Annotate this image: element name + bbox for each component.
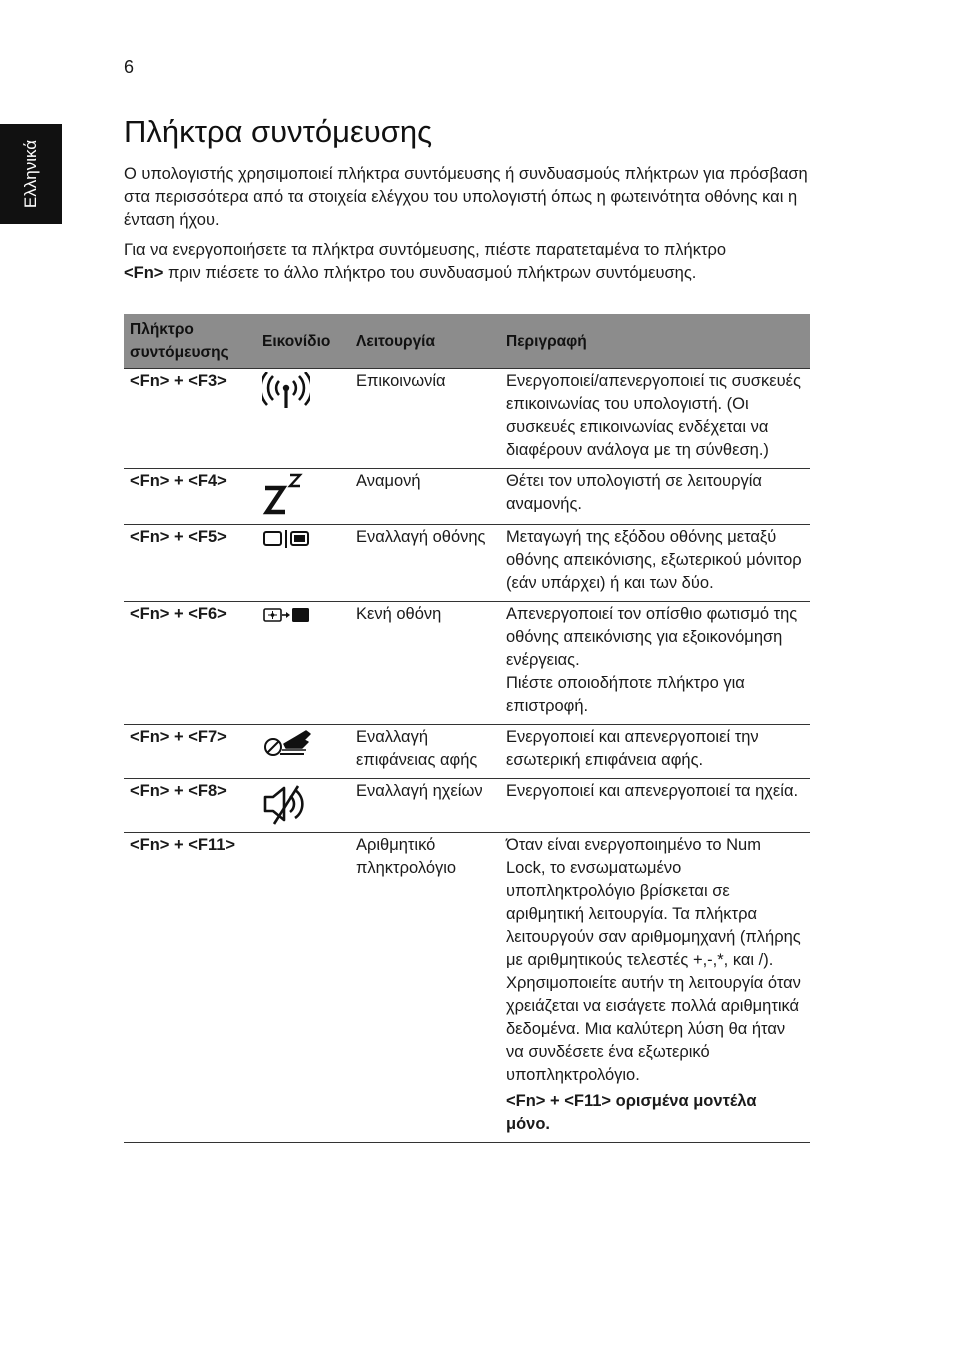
language-side-tab: [0, 124, 62, 224]
function-cell: Κενή οθόνη: [350, 602, 500, 725]
description-cell: Μεταγωγή της εξόδου οθόνης μεταξύ οθόνης απεικόνισης, εξωτερικού μόνιτορ (εάν υπάρχει) ή και των δύο.: [500, 525, 810, 602]
intro-paragraph-2: [124, 239, 814, 285]
description-cell: Θέτει τον υπολογιστή σε λειτουργία αναμονής.: [500, 469, 810, 525]
function-cell: Επικοινωνία: [350, 369, 500, 469]
wireless-communication-icon: [262, 372, 310, 412]
description-line: Απενεργοποιεί τον οπίσθιο φωτισμό της οθόνης απεικόνισης για εξοικονόμηση ενέργειας.: [506, 605, 798, 669]
table-row: [124, 725, 810, 779]
table-row: [124, 469, 810, 525]
header-description: Περιγραφή: [500, 314, 810, 369]
function-cell: Εναλλαγή ηχείων: [350, 779, 500, 833]
intro-paragraph-1: Ο υπολογιστής χρησιμοποιεί πλήκτρα συντόμευσης ή συνδυασμούς πλήκτρων για πρόσβαση στα περισσότερα από τα στοιχεία ελέγχου του υπολογιστή όπως η φωτεινότητα οθόνης και η ένταση ήχου.: [124, 165, 808, 229]
description-cell: Ενεργοποιεί και απενεργοποιεί την εσωτερική επιφάνεια αφής.: [500, 725, 810, 779]
hotkey-cell: <Fn> + <F6>: [124, 602, 256, 725]
icon-cell: [256, 525, 350, 602]
icon-cell: [256, 602, 350, 725]
hotkey-table: [124, 314, 810, 1143]
table-row: [124, 779, 810, 833]
icon-cell: [256, 369, 350, 469]
icon-cell: [256, 833, 350, 1143]
intro-paragraph-2-text: Για να ενεργοποιήσετε τα πλήκτρα συντόμευσης, πιέστε παρατεταμένα το πλήκτρο: [124, 241, 727, 259]
hotkey-cell: <Fn> + <F11>: [124, 833, 256, 1143]
function-cell: Αριθμητικό πληκτρολόγιο: [350, 833, 500, 1143]
intro-fn-key: <Fn>: [124, 264, 164, 282]
display-toggle-icon: [262, 528, 312, 550]
speaker-toggle-icon: [262, 782, 312, 826]
description-cell: Ενεργοποιεί/απενεργοποιεί τις συσκευές επικοινωνίας του υπολογιστή. (Οι συσκευές επικοινωνίας ενδέχεται να διαφέρουν ανάλογα με τη σύνθεση.): [500, 369, 810, 469]
table-row: [124, 525, 810, 602]
intro-text: [124, 163, 814, 292]
hotkey-cell: <Fn> + <F3>: [124, 369, 256, 469]
icon-cell: [256, 725, 350, 779]
page-title: Πλήκτρα συντόμευσης: [124, 114, 433, 149]
header-key: Πλήκτρο συντόμευσης: [124, 314, 256, 369]
header-icon: Εικονίδιο: [256, 314, 350, 369]
intro-paragraph-2-tail: πριν πιέσετε το άλλο πλήκτρο του συνδυασμού πλήκτρων συντόμευσης.: [163, 264, 697, 282]
description-cell: [500, 602, 810, 725]
description-line: Πιέστε οποιοδήποτε πλήκτρο για επιστροφή.: [506, 674, 745, 715]
table-header-row: [124, 314, 810, 369]
touchpad-toggle-icon: [262, 728, 314, 758]
description-cell: [500, 833, 810, 1143]
icon-cell: [256, 469, 350, 525]
page-number: 6: [124, 57, 135, 77]
description-cell: Ενεργοποιεί και απενεργοποιεί τα ηχεία.: [500, 779, 810, 833]
hotkey-cell: <Fn> + <F4>: [124, 469, 256, 525]
screen-blank-icon: [262, 605, 312, 625]
function-cell: Εναλλαγή οθόνης: [350, 525, 500, 602]
function-cell: Αναμονή: [350, 469, 500, 525]
icon-cell: [256, 779, 350, 833]
model-note: <Fn> + <F11> ορισμένα μοντέλα μόνο.: [506, 1092, 757, 1133]
description-line: Όταν είναι ενεργοποιημένο το Num Lock, το ενσωματωμένο υποπληκτρολόγιο βρίσκεται σε αριθμητική λειτουργία. Τα πλήκτρα λειτουργούν σαν αριθμομηχανή (πλήρης με αριθμητικούς τελεστές +,-,*, και /). Χρησιμοποιείτε αυτήν τη λειτουργία όταν χρειάζεται να εισάγετε πολλά αριθμητικά δεδομένα. Μια καλύτερη λύση θα ήταν να συνδέσετε ένα εξωτερικό υποπληκτρολόγιο.: [506, 836, 801, 1084]
table-row: [124, 602, 810, 725]
table-row: [124, 833, 810, 1143]
sleep-icon: [262, 472, 306, 518]
function-cell: Εναλλαγή επιφάνειας αφής: [350, 725, 500, 779]
hotkey-cell: <Fn> + <F8>: [124, 779, 256, 833]
header-function: Λειτουργία: [350, 314, 500, 369]
language-side-tab-label: Ελληνικά: [21, 139, 40, 209]
hotkey-cell: <Fn> + <F7>: [124, 725, 256, 779]
table-row: [124, 369, 810, 469]
hotkey-cell: <Fn> + <F5>: [124, 525, 256, 602]
